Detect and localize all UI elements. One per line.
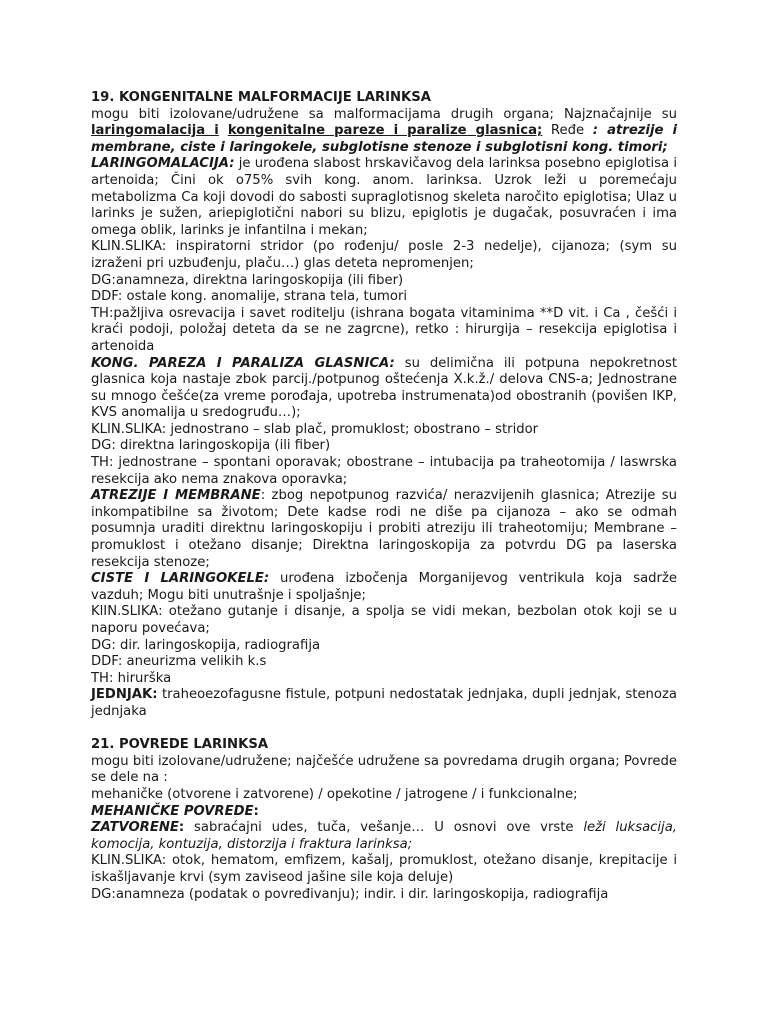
paragraph-povrede-intro	[91, 754, 677, 787]
text-run: je urođena slabost hrskavičavog dela larinksa posebno epiglotisa i artenoida; Čini ok o75% svih kong. anom. larinksa. Uzrok leži u poremećaju metabolizma Ca koji dovodi do sabosti supraglotisnog skeleta naročito epiglotisa; Ulaz u larinks je sužen, ariepiglotični nabori su blizu, epiglotis je dugačak, posuvraćen i ima omega oblik, larinks je infantilna i mekan;	[91, 156, 677, 238]
text-run: DDF: aneurizma velikih k.s	[91, 654, 267, 670]
text-run: mogu biti izolovane/udružene; najčešće udružene sa povredama drugih organa; Povrede se dele na :	[91, 753, 677, 786]
heading-21	[91, 737, 677, 754]
text-run: DDF: ostale kong. anomalije, strana tela, tumori	[91, 289, 408, 305]
paragraph-dg-3	[91, 638, 677, 655]
paragraph-mehanicke	[91, 804, 677, 821]
text-run: urođena izbočenja Morganijevog ventrikula koja sadrže vazduh; Mogu biti unutrašnje i spoljašnje;	[91, 571, 677, 603]
text-run: kongenitalne pareze i paralize glasnica;	[227, 123, 543, 139]
text-run: CISTE I LARINGOKELE:	[91, 571, 270, 587]
paragraph-ddf-3	[91, 654, 677, 671]
paragraph-th-2	[91, 455, 677, 488]
paragraph-dg-1	[91, 273, 677, 290]
text-run: DG: dir. laringoskopija, radiografija	[91, 637, 321, 653]
text-run: TH: hirurška	[91, 670, 172, 686]
text-run: : atrezije i membrane, ciste i laringokele, subglotisne stenoze i subglotisni kong. timori;	[91, 123, 678, 155]
text-run: KLIN.SLIKA: jednostrano – slab plač, promuklost; obostrano – stridor	[91, 421, 539, 437]
paragraph-dg-2	[91, 438, 677, 455]
text-run: :	[253, 803, 259, 819]
paragraph-laringomalacija	[91, 156, 677, 239]
paragraph-pareza	[91, 356, 677, 422]
text-run: sabraćajni udes, tuča, vešanje… U osnovi ove vrste	[184, 820, 584, 836]
paragraph-th-1	[91, 306, 677, 356]
text-run: MEHANIČKE POVREDE	[91, 803, 254, 819]
text-run: TH: jednostrane – spontani oporavak; obostrane – intubacija pa traheotomija / laswrska resekcija ako nema znakova oporavka;	[91, 455, 677, 487]
text-run: Ređe	[542, 123, 593, 139]
paragraph-klin-slika-1	[91, 239, 677, 272]
text-run: DG:anamneza (podatak o povređivanju); indir. i dir. laringoskopija, radiografija	[91, 886, 609, 902]
paragraph-ciste	[91, 571, 677, 604]
paragraph-klin-slika-2	[91, 422, 677, 439]
text-run: KLIN.SLIKA: otok, hematom, emfizem, kašalj, promuklost, otežano disanje, krepitacije i iskašljavanje krvi (sym zaviseod jašine sile koja deluje)	[91, 853, 677, 885]
text-run: : zbog nepotpunog razvića/ nerazvijenih glasnica; Atrezije su inkompatibilne sa životom; Dete kadse rodi ne diše pa cijanoza – ako se odmah posumnja uraditi direktnu laringoskopiju i probiti atreziju ili traheotomiju; Membrane – promuklost i otežano disanje; Direktna laringoskopija za potvrdu DG pa laserska resekcija stenoze;	[91, 488, 677, 570]
document-page	[91, 90, 677, 903]
text-run: ZATVORENE	[91, 820, 179, 836]
text-run: DG:anamneza, direktna laringoskopija (ili fiber)	[91, 272, 404, 288]
text-run	[219, 123, 228, 138]
paragraph-povrede-podela	[91, 787, 677, 804]
paragraph-klin-slika-3	[91, 604, 677, 637]
text-run: JEDNJAK:	[91, 687, 158, 703]
text-run: mehaničke (otvorene i zatvorene) / opekotine / jatrogene / i funkcionalne;	[91, 786, 578, 802]
text-run: 19. KONGENITALNE MALFORMACIJE LARINKSA	[91, 90, 431, 105]
text-run: laringomalacija i	[91, 123, 219, 139]
paragraph-zatvorene	[91, 820, 677, 853]
text-run: KONG. PAREZA I PARALIZA GLASNICA:	[91, 355, 395, 371]
paragraph-intro	[91, 107, 677, 157]
paragraph-ddf-1	[91, 289, 677, 306]
text-run: ATREZIJE I MEMBRANE	[91, 488, 261, 504]
text-run: mogu biti izolovane/udružene sa malformacijama drugih organa; Najznačajnije su	[91, 106, 677, 122]
text-run: traheoezofagusne fistule, potpuni nedostatak jednjaka, dupli jednjak, stenoza jednjaka	[91, 687, 677, 719]
text-run: TH:pažljiva osrevacija i savet roditelju (ishrana bogata vitaminima **D vit. i Ca , češći i kraći podoji, položaj deteta da se ne zagrcne), retko : hirurgija – resekcija epiglotisa i artenoida	[91, 305, 677, 354]
text-run: :	[178, 820, 185, 836]
text-run: KlIN.SLIKA: otežano gutanje i disanje, a spolja se vidi mekan, bezbolan otok koji se u naporu povećava;	[91, 604, 677, 636]
text-run: leži luksacija, komocija, kontuzija, distorzija i fraktura larinksa;	[91, 820, 677, 852]
paragraph-th-3	[91, 671, 677, 688]
text-run: 21. POVREDE LARINKSA	[91, 737, 269, 753]
paragraph-jednjak	[91, 687, 677, 720]
heading-19	[91, 90, 677, 107]
spacer	[91, 721, 677, 738]
paragraph-dg-4	[91, 887, 677, 904]
text-run: DG: direktna laringoskopija (ili fiber)	[91, 438, 331, 454]
paragraph-klin-slika-4	[91, 853, 677, 886]
text-run: su delimična ili potpuna nepokretnost glasnica koja nastaje zbok parcij./potpunog oštećenja X.k.ž./ delova CNS-a; Jednostrane su mnogo češće(za vreme porođaja, upotreba instrumenata)od obostranih (povišen IKP, KVS anomalija u sredogruđu…);	[91, 355, 677, 421]
paragraph-atrezije	[91, 488, 677, 571]
text-run: LARINGOMALACIJA:	[91, 156, 235, 172]
text-run: KLIN.SLIKA: inspiratorni stridor (po rođenju/ posle 2-3 nedelje), cijanoza; (sym su izraženi pri uzbuđenju, plaču…) glas deteta nepromenjen;	[91, 239, 677, 271]
